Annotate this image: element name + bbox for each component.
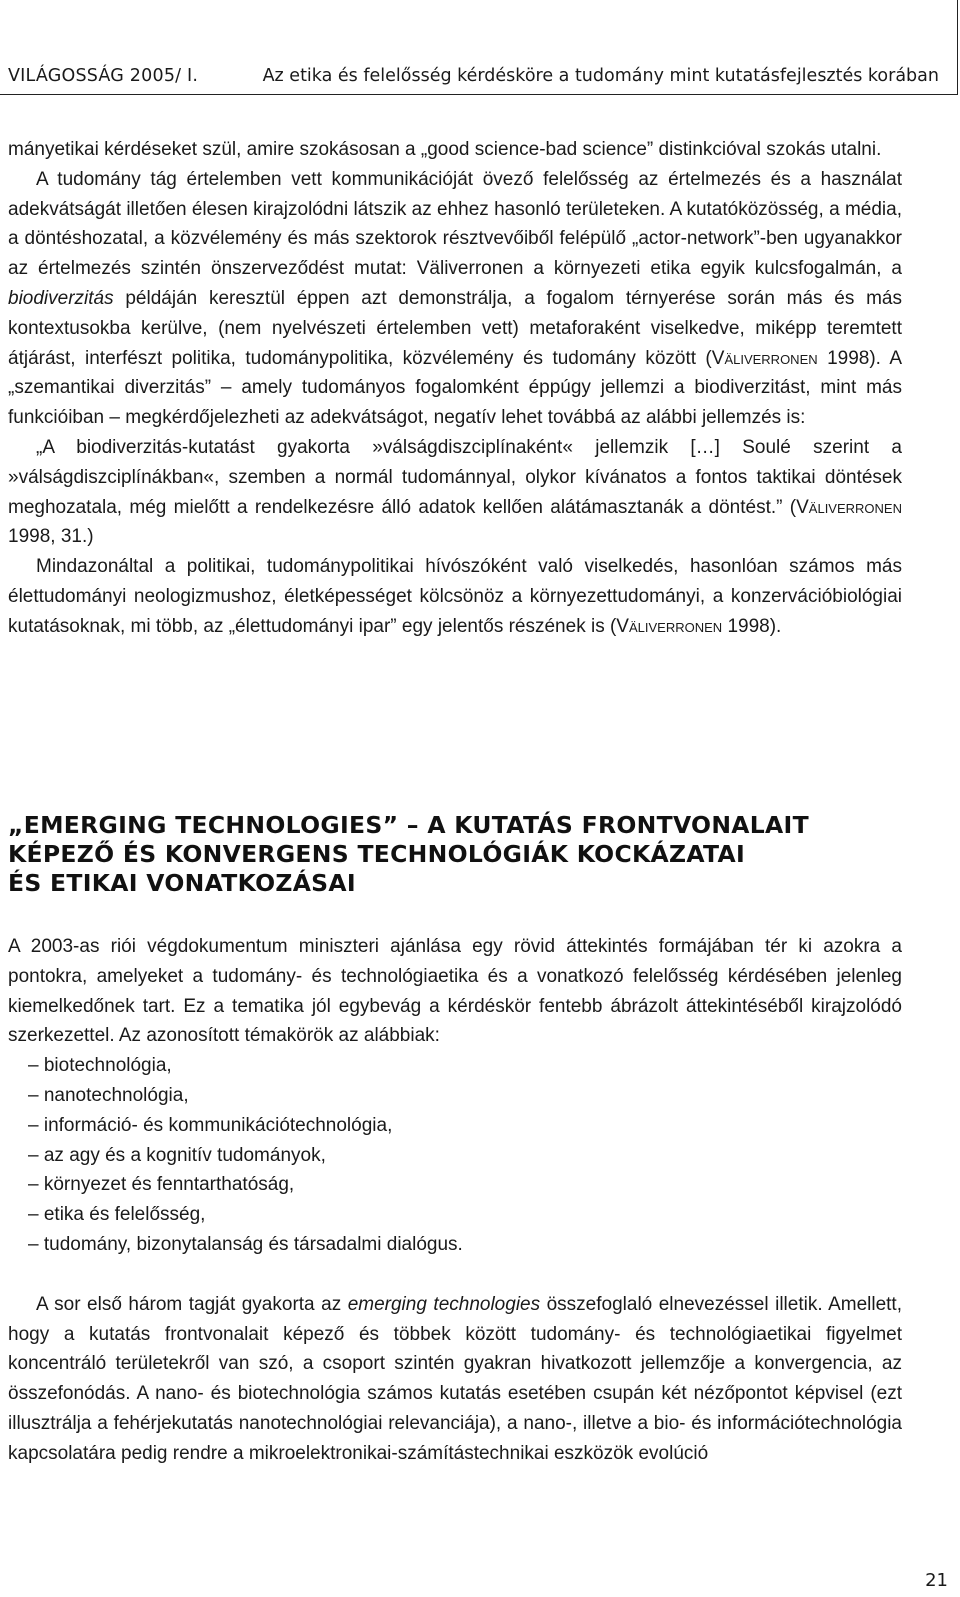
heading-line-3: ÉS ETIKAI VONATKOZÁSAI [8, 869, 356, 897]
heading-line-1: „EMERGING TECHNOLOGIES” – A KUTATÁS FRONTVONALAIT [8, 811, 809, 839]
emphasis-emerging-technologies: emerging technologies [347, 1293, 541, 1315]
paragraph-rio-intro: A 2003-as riói végdokumentum miniszteri ajánlása egy rövid áttekintés formájában tér ki azokra a pontokra, amelyeket a tudomány- és technológiaetika és a vonatkozó felelősség kérdésében jelenleg kiemelkedőnek tart. Ez a tematika jól egybevág a kérdéskör fentebb ábrázolt áttekintéséből kirajzolódó szerkezettel. Az azonosított témakörök az alábbiak: [8, 936, 902, 1047]
list-item: – környezet és fenntarthatóság, [8, 1170, 902, 1200]
paragraph-emerging: A sor első három tagját gyakorta az emerging technologies összefoglaló elnevezéssel illetik. Amellett, hogy a kutatás frontvonalait képező és többek között tudomány- és technológiaetikai figyelmet koncentráló területekről van szó, a csoport szintén gyakran hivatkozott jellemzője a konvergencia, az összefonódás. A nano- és biotechnológia számos kutatás esetében csupán két nézőpontot képvisel (ezt illusztrálja a fehérjekutatás nanotechnológiai relevanciája), a nano-, illetve a bio- és információtechnológia kapcsolatára pedig rendre a mikroelektronikai-számítástechnikai eszközök evolúció [8, 1293, 902, 1464]
author-citation: Väliverronen [711, 347, 818, 369]
list-item: – tudomány, bizonytalanság és társadalmi dialógus. [8, 1230, 902, 1260]
list-item: – információ- és kommunikációtechnológia, [8, 1111, 902, 1141]
paragraph-policy: Mindazonáltal a politikai, tudománypolitikai hívószóként való viselkedés, hasonlóan számos más élettudományi neologizmushoz, életképességet kölcsönöz a környezettudományi, a konzervációbiológiai kutatásoknak, mi több, az „élettudományi ipar” egy jelentős részének is (Väliverronen 1998). [8, 556, 902, 637]
author-citation: Väliverronen [796, 496, 902, 518]
paragraph-continued: mányetikai kérdéseket szül, amire szokásosan a „good science-bad science” distinkcióval szokás utalni. [8, 139, 882, 160]
section-2-text [8, 932, 902, 1469]
block-quote: „A biodiverzitás-kutatást gyakorta »válságdiszciplínaként« jellemzik […] Soulé szerint a »válságdiszciplínákban«, szemben a normál tudománnyal, olykor kívánatos a fontos taktikai döntések meghozatala, még mielőtt a rendelkezésre álló adatok kellően alátámasztanák a döntést.” (Väliverronen 1998, 31.) [8, 436, 902, 548]
list-item: – nanotechnológia, [8, 1081, 902, 1111]
list-item: – az agy és a kognitív tudományok, [8, 1141, 902, 1171]
list-item: – etika és felelősség, [8, 1200, 902, 1230]
emphasis-biodiversity: biodiverzitás [8, 287, 114, 309]
running-title: Az etika és felelősség kérdésköre a tudomány mint kutatásfejlesztés korában [262, 66, 939, 86]
running-header [0, 0, 958, 95]
list-item: – biotechnológia, [8, 1051, 902, 1081]
paragraph-biodiversity: A tudomány tág értelemben vett kommunikációját övező felelősség az értelmezés és a használat adekvátságát illetően élesen kirajzolódni látszik az ehhez hasonló területeken. A kutatóközösség, a média, a döntéshozatal, a közvélemény és más szektorok résztvevőiből felépülő „actor-network”-ben ugyanakkor az értelmezés szintén önszerveződést mutat: Väliverronen a környezeti etika egyik kulcsfogalmán, a biodiverzitás példáján keresztül éppen azt demonstrálja, a fogalom térnyerése során más és más kontextusokba kerülve, (nem nyelvészeti értelemben vett) metaforaként viselkedve, miképp teremtett átjárást, interfészt politika, tudománypolitika, közvélemény és tudomány között (Väliverronen 1998). A „szemantikai diverzitás” – amely tudományos fogalomként éppúgy jellemzi a biodiverzitást, mint más funkcióiban – megkérdőjelezheti az adekvátságot, negatív lehet továbbá az alábbi jellemzés is: [8, 168, 902, 429]
journal-issue: VILÁGOSSÁG 2005/ I. [8, 66, 199, 86]
topic-list [8, 1051, 902, 1260]
section-heading [8, 811, 908, 898]
heading-line-2: KÉPEZŐ ÉS KONVERGENS TECHNOLÓGIÁK KOCKÁZATAI [8, 840, 746, 868]
section-1-text [8, 135, 902, 642]
page-number: 21 [925, 1570, 948, 1591]
author-citation: Väliverronen [616, 615, 723, 637]
